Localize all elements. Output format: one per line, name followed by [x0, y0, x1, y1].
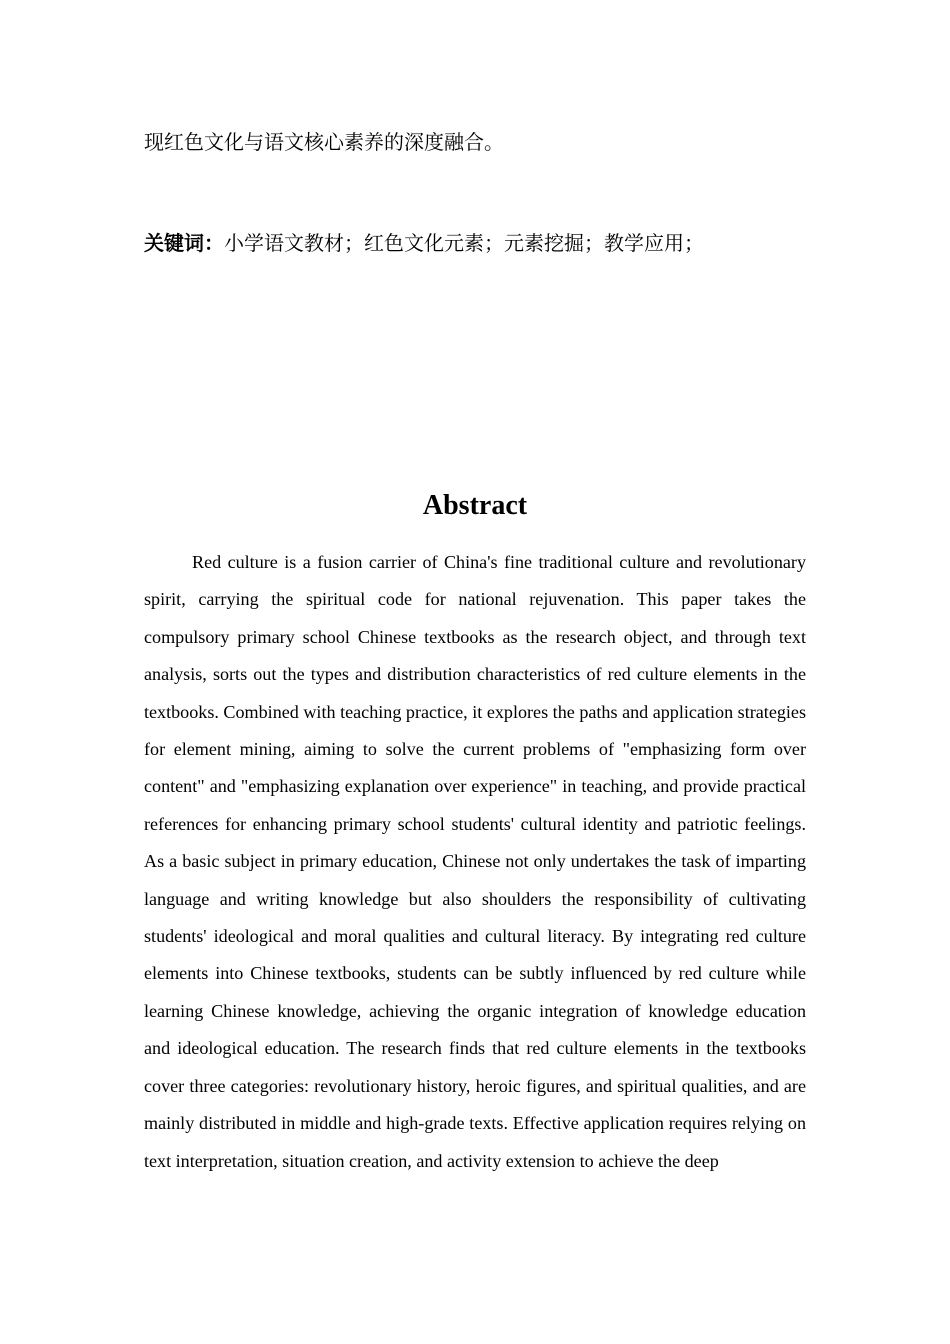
chinese-abstract-continuation: 现红色文化与语文核心素养的深度融合。: [144, 130, 504, 154]
abstract-paragraph: Red culture is a fusion carrier of China's fine traditional culture and revolutionary spirit, carrying the spiritual code for national rejuvenation. This paper takes the compulsory primary school Chinese textbooks as the research object, and through text analysis, sorts out the types and distribution characteristics of red culture elements in the textbooks. Combined with teaching practice, it explores the paths and application strategies for element mining, aiming to solve the current problems of "emphasizing form over content" and "emphasizing explanation over experience" in teaching, and provide practical references for enhancing primary school students' cultural identity and patriotic feelings. As a basic subject in primary education, Chinese not only undertakes the task of imparting language and writing knowledge but also shoulders the responsibility of cultivating students' ideological and moral qualities and cultural literacy. By integrating red culture elements into Chinese textbooks, students can be subtly influenced by red culture while learning Chinese knowledge, achieving the organic integration of knowledge education and ideological education. The research finds that red culture elements in the textbooks cover three categories: revolutionary history, heroic figures, and spiritual qualities, and are mainly distributed in middle and high-grade texts. Effective application requires relying on text interpretation, situation creation, and activity extension to achieve the deep: [144, 552, 806, 1171]
abstract-heading: Abstract: [422, 490, 528, 521]
keywords-label: 关键词：: [144, 231, 224, 255]
keywords-line: [144, 229, 806, 257]
keywords-value: 小学语文教材；红色文化元素；元素挖掘；教学应用；: [224, 231, 704, 255]
